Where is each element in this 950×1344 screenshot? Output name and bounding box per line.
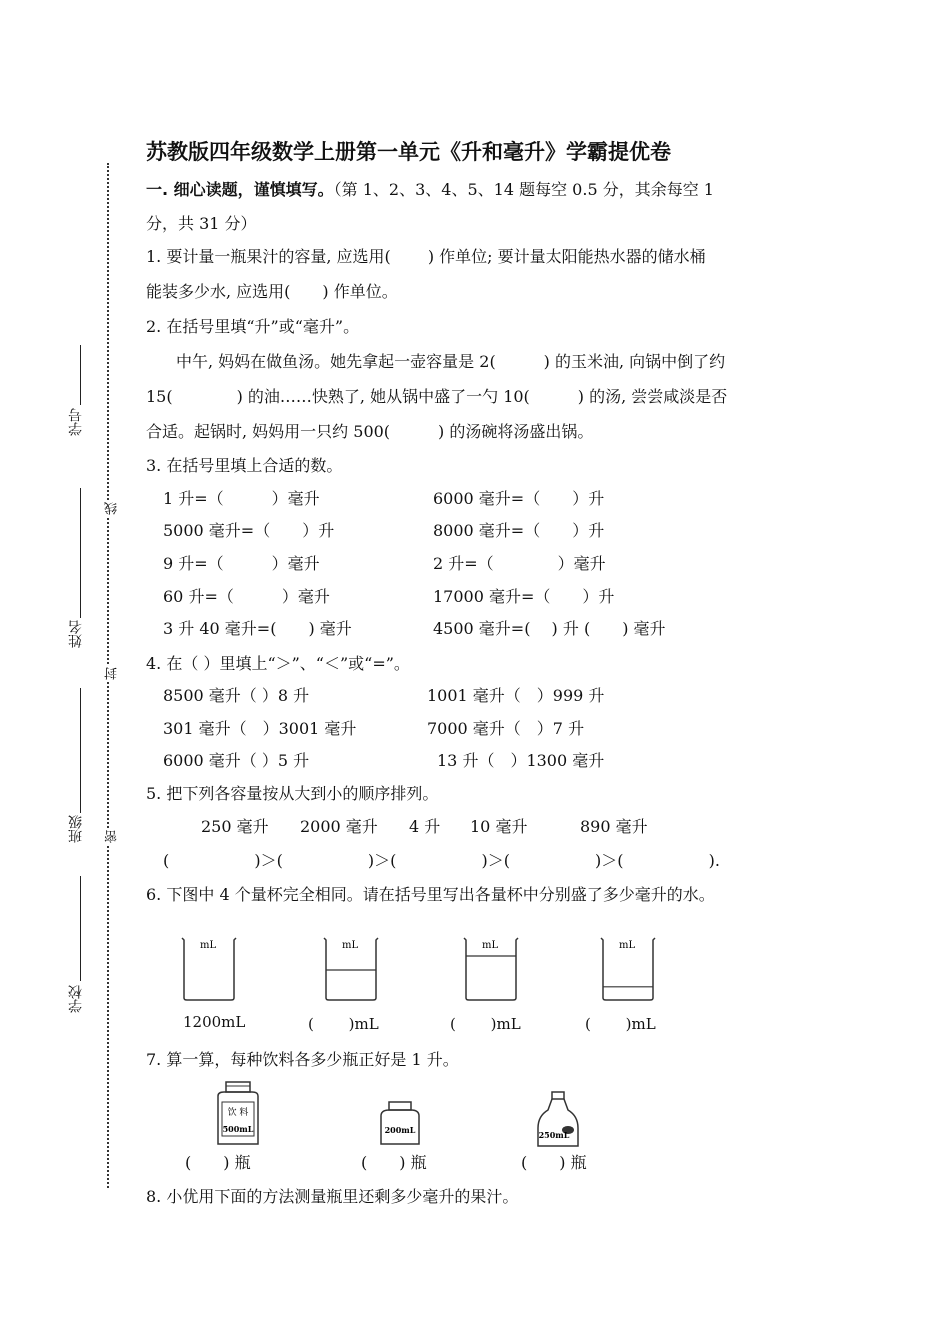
bottle-answer: ( ) 瓶 bbox=[521, 1153, 587, 1172]
section-heading bbox=[146, 177, 714, 200]
q5-capacity: 10 毫升 bbox=[470, 817, 528, 836]
q5-capacity: 4 升 bbox=[409, 817, 441, 836]
q7-heading: 7. 算一算，每种饮料各多少瓶正好是 1 升。 bbox=[146, 1050, 459, 1069]
section-note-cont: 分，共 31 分） bbox=[146, 214, 257, 233]
bottle-top-text: 饮 料 bbox=[227, 1108, 249, 1118]
q3-item: 8000 毫升=（ ）升 bbox=[433, 521, 605, 540]
seal-line-char: 线 bbox=[105, 502, 120, 515]
bottle-volume: 500mL bbox=[222, 1124, 254, 1134]
q3-item: 3 升 40 毫升=( ) 毫升 bbox=[163, 619, 352, 638]
q4-item: 1001 毫升（ ）999 升 bbox=[427, 686, 605, 705]
student-id-label: 学号 bbox=[68, 408, 84, 436]
measuring-cups bbox=[178, 930, 698, 1010]
measuring-cup bbox=[601, 938, 655, 1000]
q2-line: 合适。起锅时, 妈妈用一只约 500( ) 的汤碗将汤盛出锅。 bbox=[146, 422, 594, 441]
q4-item: 13 升（ ）1300 毫升 bbox=[437, 751, 605, 770]
school-label: 学校 bbox=[68, 985, 84, 1013]
q6-heading: 6. 下图中 4 个量杯完全相同。请在括号里写出各量杯中分别盛了多少毫升的水。 bbox=[146, 885, 715, 904]
class-line bbox=[80, 688, 81, 813]
section-title: 一. 细心读题，谨慎填写。 bbox=[146, 180, 334, 199]
name-label: 姓名 bbox=[68, 620, 84, 648]
q4-item: 301 毫升（ ）3001 毫升 bbox=[163, 719, 357, 738]
bottle-volume: 250mL bbox=[538, 1130, 570, 1140]
q3-heading: 3. 在括号里填上合适的数。 bbox=[146, 456, 343, 475]
q2-line: 中午, 妈妈在做鱼汤。她先拿起一壶容量是 2( ) 的玉米油, 向锅中倒了约 bbox=[176, 352, 726, 371]
section-note: （第 1、2、3、4、5、14 题每空 0.5 分，其余每空 1 bbox=[333, 180, 714, 199]
student-id-line bbox=[80, 345, 81, 405]
seal-seal-char: 封 bbox=[105, 667, 120, 680]
q2-line: 15( ) 的油……快熟了, 她从锅中盛了一勺 10( ) 的汤, 尝尝咸淡是否 bbox=[146, 387, 728, 406]
q5-order-blanks: ( )＞( )＞( )＞( )＞( ). bbox=[163, 851, 720, 870]
cup-unit-label: mL bbox=[482, 940, 499, 951]
name-line bbox=[80, 488, 81, 618]
measuring-cup bbox=[182, 938, 236, 1000]
cup-unit-label: mL bbox=[342, 940, 359, 951]
q1-line2: 能装多少水, 应选用( ) 作单位。 bbox=[146, 282, 398, 301]
q2-heading: 2. 在括号里填“升”或“毫升”。 bbox=[146, 317, 360, 336]
q3-item: 4500 毫升=( ) 升 ( ) 毫升 bbox=[433, 619, 666, 638]
q3-item: 60 升=（ ）毫升 bbox=[163, 587, 330, 606]
bottle-answer: ( ) 瓶 bbox=[185, 1153, 251, 1172]
q5-capacity: 2000 毫升 bbox=[300, 817, 378, 836]
q3-item: 9 升=（ ）毫升 bbox=[163, 554, 320, 573]
bottle-answer: ( ) 瓶 bbox=[361, 1153, 427, 1172]
cup-unit-label: mL bbox=[619, 940, 636, 951]
cup-unit-label: mL bbox=[200, 940, 217, 951]
bottle-200ml-icon bbox=[375, 1100, 425, 1148]
q5-capacity: 890 毫升 bbox=[580, 817, 648, 836]
cup-answer: ( )mL bbox=[450, 1015, 521, 1033]
q3-item: 6000 毫升=（ ）升 bbox=[433, 489, 605, 508]
q4-heading: 4. 在（ ）里填上“＞”、“＜”或“=”。 bbox=[146, 654, 410, 673]
q3-item: 17000 毫升=（ ）升 bbox=[433, 587, 615, 606]
measuring-cup bbox=[324, 938, 378, 1000]
seal-secret-char: 密 bbox=[105, 830, 120, 843]
cup-answer: ( )mL bbox=[308, 1015, 379, 1033]
q3-item: 5000 毫升=（ ）升 bbox=[163, 521, 335, 540]
bottle-volume: 200mL bbox=[384, 1125, 416, 1135]
q1-line1: 1. 要计量一瓶果汁的容量, 应选用( ) 作单位; 要计量太阳能热水器的储水桶 bbox=[146, 247, 706, 266]
class-label: 班级 bbox=[68, 815, 84, 843]
measuring-cup bbox=[464, 938, 518, 1000]
q3-item: 2 升=（ ）毫升 bbox=[433, 554, 606, 573]
school-line bbox=[80, 876, 81, 981]
q4-item: 8500 毫升（ ）8 升 bbox=[163, 686, 310, 705]
bottle-250ml-icon bbox=[534, 1090, 582, 1148]
q4-item: 6000 毫升（ ）5 升 bbox=[163, 751, 310, 770]
cup-answer: 1200mL bbox=[183, 1013, 246, 1031]
page-title: 苏教版四年级数学上册第一单元《升和毫升》学霸提优卷 bbox=[146, 140, 671, 164]
q4-item: 7000 毫升（ ）7 升 bbox=[427, 719, 585, 738]
q5-heading: 5. 把下列各容量按从大到小的顺序排列。 bbox=[146, 784, 439, 803]
q3-item: 1 升=（ ）毫升 bbox=[163, 489, 320, 508]
bottle-500ml-icon bbox=[210, 1080, 266, 1148]
q8-heading: 8. 小优用下面的方法测量瓶里还剩多少毫升的果汁。 bbox=[146, 1187, 519, 1206]
q5-capacity: 250 毫升 bbox=[201, 817, 269, 836]
cup-answer: ( )mL bbox=[585, 1015, 656, 1033]
